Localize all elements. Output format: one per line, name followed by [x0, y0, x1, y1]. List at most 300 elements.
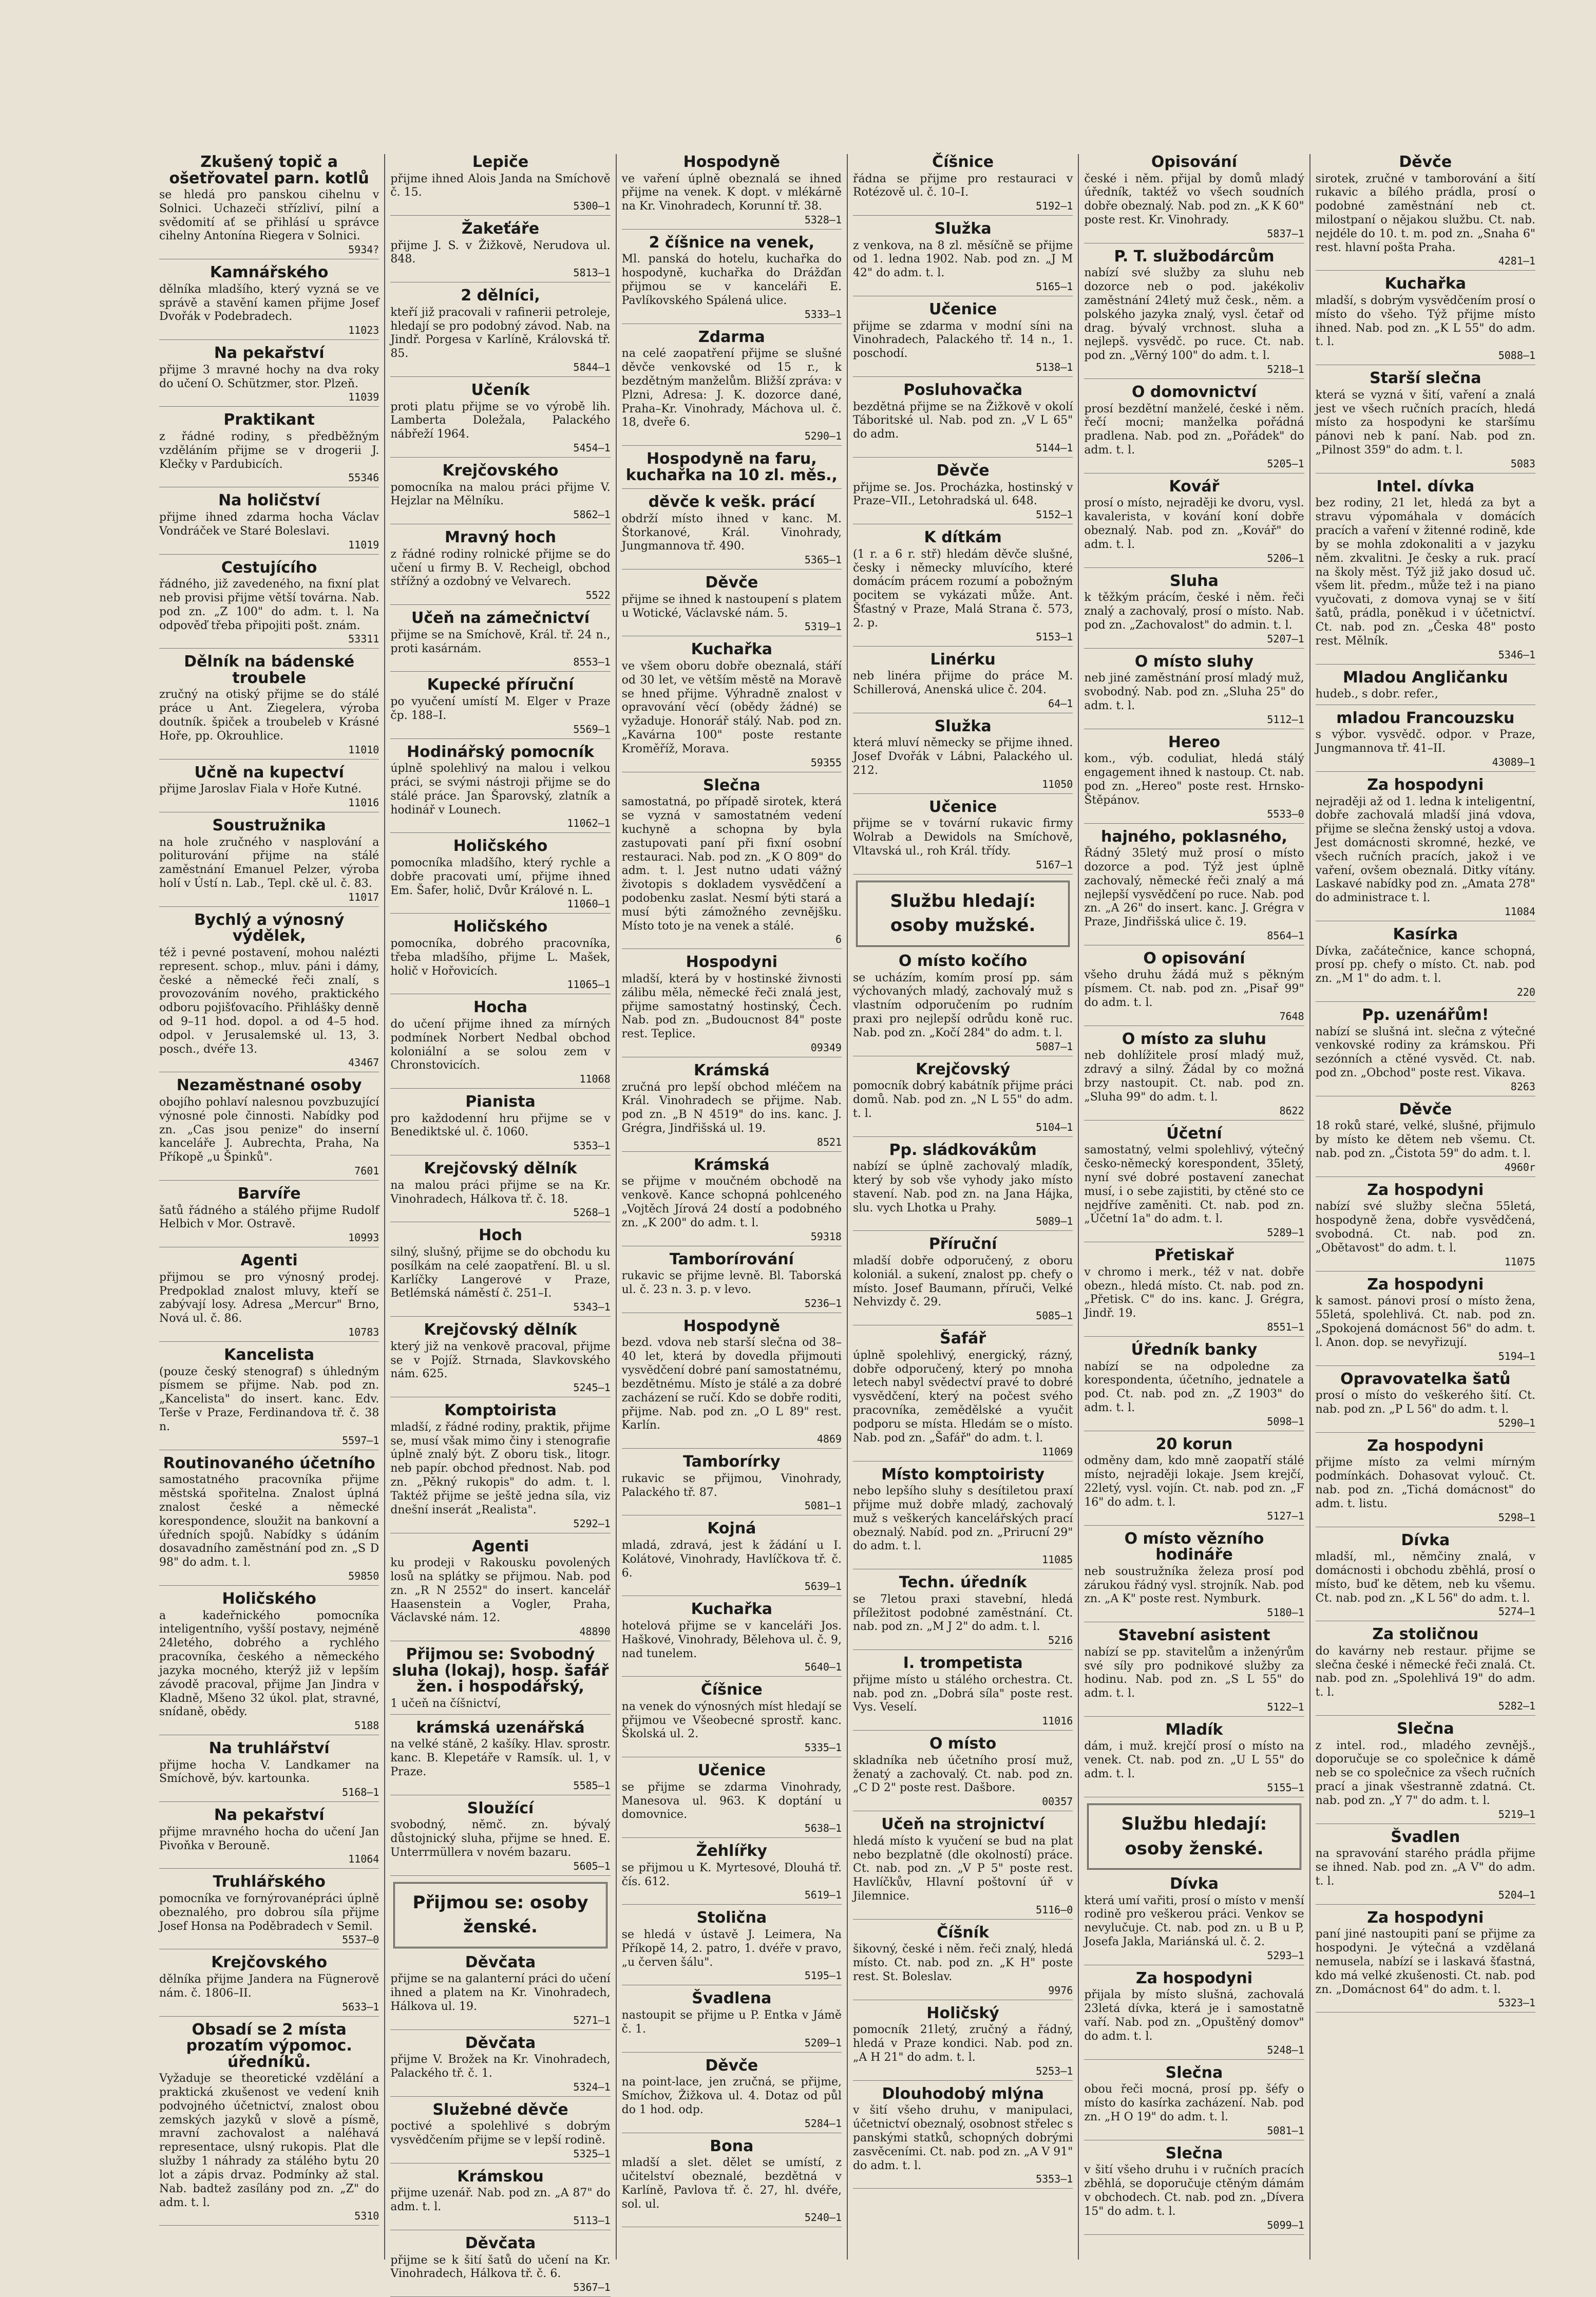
- ad-body: svobodný, němč. zn. bývalý důstojnický sluha, přijme se hned. E. Unterrmüllera v novém bazaru.: [390, 1818, 611, 1859]
- classified-ad: [1316, 1438, 1535, 1527]
- classified-ad: [622, 1990, 842, 2052]
- ad-title: Účetní: [1166, 1124, 1222, 1143]
- ad-code: 5271–1: [573, 2014, 611, 2026]
- classified-ad: [1316, 1007, 1535, 1096]
- classified-ad: [390, 838, 610, 914]
- ad-body: Dívka, začátečnice, kance schopná, prosí pp. chefy o místo. Ct. nab. pod zn. „M 1" do adm. t. l.: [1315, 944, 1535, 985]
- classified-ad: [159, 1591, 379, 1735]
- ad-body: který již na venkově pracoval, přijme se v Pojíž. Strnada, Slavkovského nám. 625.: [390, 1340, 611, 1381]
- ad-title: Slečna: [1165, 2063, 1223, 2082]
- ad-body: hledá místo k vyučení se bud na plat nebo bezplatně (dle okolností) práce. Ct. nab. pod zn. „V P 5" poste rest. Havlíčkův, Hlavní poštovní úř v Jilemnice.: [852, 1834, 1073, 1903]
- ad-title: Krejčovského: [442, 462, 559, 480]
- ad-title: Tamborírky: [683, 1453, 781, 1471]
- ad-title: Za stoličnou: [1372, 1625, 1479, 1644]
- ad-code: 7648: [1279, 1010, 1304, 1022]
- classified-ad: [1084, 1627, 1304, 1717]
- classified-ad: [622, 494, 842, 569]
- ad-title: Pp. sládkovákům: [889, 1141, 1037, 1159]
- classified-ad: [622, 1521, 842, 1596]
- classified-ad: [159, 1455, 379, 1586]
- ad-body: nabízí se pp. stavitelům a inženýrům své síly pro podnikové služby za hodinu. Nab. pod zn. „S L 55" do adm. t. l.: [1084, 1645, 1304, 1700]
- ad-title: Dívka: [1170, 1875, 1219, 1893]
- classified-ad: [1084, 829, 1304, 945]
- classified-ad: [1316, 670, 1535, 705]
- ad-body: prosí o místo do veškerého šití. Ct. nab. pod zn. „P L 56" do adm. t. l.: [1315, 1389, 1535, 1416]
- ad-body: přijme J. S. v Žižkově, Nerudova ul. 848.: [390, 239, 611, 266]
- ad-code: 5640–1: [804, 1661, 842, 1674]
- ad-body: přijme hocha V. Landkamer na Smíchově, býv. kartounka.: [159, 1758, 379, 1786]
- classified-ad: [622, 235, 842, 324]
- ad-code: 5165–1: [1036, 280, 1073, 293]
- ad-title: Praktikant: [223, 411, 315, 429]
- ad-code: 53311: [348, 633, 379, 646]
- classified-ad: [1084, 2146, 1304, 2235]
- classified-ad: [390, 1161, 610, 1222]
- ad-code: 11069: [1042, 1445, 1073, 1458]
- ad-body: Ml. panská do hotelu, kuchařka do hospodyně, kuchařka do Drážďan přijmou se v kanceláři E. Pavlíkovského Spálená ulice.: [621, 253, 842, 307]
- ad-code: 5290–1: [1498, 1416, 1535, 1429]
- classified-ad: [853, 1061, 1073, 1137]
- ad-body: obojího pohlaví nalesnou povzbuzující výnosné pole činnosti. Nabídky pod zn. „Cas jsou penize" do inserní kanceláře J. Aubrechta, Praha, Na Příkopě „u Špinků".: [159, 1095, 379, 1164]
- classified-ad: [159, 264, 379, 340]
- classified-ad: [853, 718, 1073, 794]
- ad-title: Hospodyně: [683, 153, 781, 171]
- ad-body: k samost. pánovi prosí o místo žena, 55letá, spolehlivá. Ct. nab. pod zn. „Spokojená domácnost 56" do adm. t. l. Anon. dop. se nevyřizují.: [1315, 1295, 1535, 1349]
- classified-ad: [159, 1077, 379, 1181]
- classified-ad: [853, 652, 1073, 713]
- ad-code: 11064: [348, 1853, 379, 1866]
- ad-title: Za hospodyni: [1135, 1969, 1252, 1987]
- ad-code: 5522: [585, 589, 611, 602]
- classified-ad: [622, 1682, 842, 1757]
- ad-code: 5268–1: [573, 1206, 611, 1219]
- ad-code: 5844–1: [573, 361, 611, 374]
- classified-ad: [390, 2102, 610, 2163]
- ad-body: přijala by místo slušná, zachovalá 23letá dívka, která je i samostatně vaří. Nab. pod zn. „Opuštěný domov" do adm. t. l.: [1084, 1988, 1304, 2043]
- classified-ad: [1316, 276, 1535, 365]
- ad-code: 5127–1: [1267, 1509, 1304, 1522]
- ad-body: přijmou se pro výnosný prodej. Predpoklad znalost mluvy, kteří se zabývají losy. Adresa „Mercur" Brno, Nová ul. č. 86.: [159, 1270, 379, 1325]
- ad-body: Vyžaduje se theoretické vzdělání a praktická zkušenost ve vedení knih podvojného účetnictví, znalost obou zemských jazyků v slově a písmě, mravní zachovalost a naléhavá representace, ulsný rukopis. Plat dle služby 1 náhrady za stálého bytu 20 lot a zápis drvaz. Podmínky až stal. Nab. badtež zasílány pod zn. „Z" do adm. t. l.: [159, 2072, 379, 2209]
- ad-code: 5085–1: [1036, 1309, 1073, 1322]
- ad-title: Kuchařka: [691, 1600, 773, 1619]
- classified-ad: [1084, 1436, 1304, 1526]
- ad-title: Číšnice: [700, 1681, 763, 1699]
- ad-body: z venkova, na 8 zl. měsíčně se přijme od 1. ledna 1902. Nab. pod zn. „J M 42" do adm. t. l.: [852, 239, 1073, 280]
- ad-title: Intel. dívka: [1376, 477, 1475, 496]
- classified-ad: [622, 1318, 842, 1449]
- ad-code: 5253–1: [1036, 2064, 1073, 2077]
- ad-body: se hledá v ústavě J. Leimera, Na Příkopě 14, 2. patro, 1. dvéře v pravo, „u červen šálu".: [621, 1928, 842, 1969]
- ad-body: proti platu přijme se vo výrobě lih. Lamberta Doležala, Palackého nábřeží 1964.: [390, 400, 611, 441]
- classified-columns: [154, 153, 1541, 2294]
- ad-body: a kadeřnického pomocníka inteligentního, vyšší postavy, nejméně 24letého, dobrého a rychlého pracovníka, českého a německého jazyka mocného, kterýž již v lepším závodě pracoval, přijme Jan Jindra v Kladně, Mšeno 32 úkol. plat, stravné, snídaně, obědy.: [159, 1609, 379, 1719]
- ad-code: 5292–1: [573, 1517, 611, 1530]
- ad-code: 5605–1: [573, 1859, 611, 1872]
- classified-ad: [390, 610, 610, 672]
- ad-code: 11017: [348, 890, 379, 903]
- classified-ad: [853, 1925, 1073, 2000]
- ad-title: Krámská: [694, 1155, 770, 1174]
- classified-ad: [1084, 384, 1304, 473]
- ad-code: 5138–1: [1036, 361, 1073, 374]
- ad-body: úplně spolehlivý na malou i velkou práci, se svými nástroji přijme se do stálé práce. Jan Šparovský, zlatník a hodinář v Lounech.: [390, 762, 611, 817]
- ad-body: obdrží místo ihned v kanc. M. Štorkanové, Král. Vinohrady, Jungmannova tř. 490.: [621, 512, 842, 553]
- ad-body: z řádné rodiny rolnické přijme se do učení u firmy B. V. Recheigl, obchod střížný a ozdobný ve Velvarech.: [390, 547, 611, 589]
- ad-body: řádna se přijme pro restauraci v Rotézově ul. č. 10–I.: [852, 172, 1073, 199]
- ad-title: Děvče: [705, 2056, 758, 2075]
- ad-title: Žehlířky: [696, 1842, 767, 1861]
- ad-title: Bona: [710, 2137, 754, 2155]
- ad-body: která mluví německy se přijme ihned. Josef Dvořák v Lábni, Palackého ul. 212.: [852, 736, 1073, 777]
- ad-title: Starší slečna: [1370, 369, 1481, 388]
- ad-title: Barvíře: [237, 1185, 301, 1203]
- ad-body: mladší a slet. dělet se umístí, z učitelství obeznalé, bezdětná v Karlíně, Pavlova tř. č. 27, hl. dvéře, sol. ul.: [621, 2156, 842, 2211]
- classified-ad: [390, 1539, 610, 1642]
- ad-body: bezdětná přijme se na Žižkově v okolí Táboritské ul. Nab. pod zn. „V L 65" do adm.: [852, 400, 1073, 441]
- ad-body: ku prodeji v Rakousku povolených losů na splátky se přijmou. Nab. pod zn. „R N 2552" do insert. kancelář Haasenstein a Vogler, Praha, Václavské nám. 12.: [390, 1556, 611, 1625]
- ad-code: 10993: [348, 1231, 379, 1244]
- classified-ad: [159, 1740, 379, 1802]
- ad-body: neb soustružníka železa prosí pod zárukou řádný vysl. strojník. Nab. pod zn. „A K" poste rest. Nymburk.: [1084, 1565, 1304, 1606]
- ad-code: 7601: [354, 1165, 379, 1178]
- ad-code: 8553–1: [573, 656, 611, 669]
- ad-title: Hoch: [479, 1226, 522, 1245]
- classified-ad: [390, 1402, 610, 1533]
- ad-body: pomocník dobrý kabátník přijme práci domů. Nab. pod zn. „N L 55" do adm. t. l.: [852, 1079, 1073, 1120]
- section-heading: Přijmou se: osoby ženské.: [393, 1882, 607, 1948]
- ad-title: hajného, poklasného,: [1101, 827, 1287, 846]
- ad-title: děvče k vešk. prácí: [648, 493, 815, 511]
- classified-ad: [1316, 926, 1535, 1002]
- ad-body: přijme se. Jos. Procházka, hostinský v Praze–VII., Letohradská ul. 648.: [852, 481, 1073, 508]
- ad-code: 5328–1: [804, 213, 842, 226]
- ad-title: Šafář: [940, 1330, 986, 1348]
- ad-title: Švadlena: [692, 1989, 772, 2008]
- ad-title: Služka: [934, 717, 992, 735]
- ad-code: 5289–1: [1267, 1226, 1304, 1239]
- classified-ad: [390, 382, 610, 458]
- ad-title: Tamborírování: [669, 1250, 794, 1268]
- classified-ad: [1084, 951, 1304, 1026]
- ad-title: Stolična: [696, 1909, 767, 1927]
- classified-ad: [853, 799, 1073, 875]
- classified-ad: [390, 2235, 610, 2297]
- ad-code: 11085: [1042, 1553, 1073, 1566]
- ad-body: neb dohlížitele prosí mladý muž, zdravý a silný. Žádal by co možná brzy nastoupit. Ct. nab. pod zn. „Sluha 99" do adm. t. l.: [1084, 1049, 1304, 1104]
- ad-body: přijme se v tovární rukavic firmy Wolrab a Dewidols na Smíchově, Vltavská ul., roh Král. třídy.: [852, 817, 1073, 858]
- classified-ad: [390, 1227, 610, 1317]
- ad-title: Holičského: [453, 918, 548, 936]
- ad-code: 9976: [1048, 1984, 1073, 1997]
- ad-title: Opravovatelka šatů: [1340, 1370, 1511, 1388]
- classified-ad: [622, 575, 842, 636]
- classified-ad: [390, 463, 610, 524]
- classified-ad: [853, 2005, 1073, 2081]
- ad-body: která se vyzná v šití, vaření a znalá jest ve všech ručních pracích, hledá místo za hospodyni ke staršímu pánovi neb k paní. Nab. pod zn. „Pilnost 359" do adm. t. l.: [1315, 388, 1535, 457]
- ad-code: 5144–1: [1036, 442, 1073, 454]
- classified-ad: [1084, 1031, 1304, 1121]
- ad-title: P. T. službodárcům: [1114, 247, 1275, 265]
- ad-body: mladší, s dobrým vysvědčením prosí o místo do všeho. Týž přijme místo ihned. Nab. pod zn. „K L 55" do adm. t. l.: [1315, 294, 1535, 349]
- ad-title: Číšnice: [932, 153, 994, 171]
- ad-title: O místo sluhy: [1134, 652, 1254, 671]
- ad-body: neb jiné zaměstnání prosí mladý muž, svobodný. Nab. pod zn. „Sluha 25" do adm. t. l.: [1084, 672, 1304, 712]
- ad-body: samostatného pracovníka přijme městská spořitelna. Znalost úplná znalost české a německé korespondence, sloužit na bankovní a úředních spojů. Nabídky s údáním dosavadního zaměstnání pod zn. „S D 98" do adm. t. l.: [159, 1473, 379, 1569]
- column: [617, 154, 848, 2260]
- ad-body: přijme se na Smíchově, Král. tř. 24 n., proti kasárnám.: [390, 628, 611, 655]
- ad-code: 5218–1: [1267, 363, 1304, 376]
- classified-ad: [853, 1236, 1073, 1325]
- ad-title: Za hospodyni: [1367, 1275, 1484, 1294]
- classified-ad: [390, 529, 610, 605]
- classified-ad: [159, 345, 379, 407]
- ad-title: Švadlen: [1391, 1828, 1460, 1846]
- ad-title: krámská uzenářská: [416, 1718, 585, 1737]
- ad-title: Dívka: [1401, 1531, 1450, 1549]
- ad-title: Přijmou se: Svobodný sluha (lokaj), hosp. šafář žen. i hospodářský,: [392, 1645, 609, 1696]
- ad-body: přijme 3 mravné hochy na dva roky do učení O. Schützmer, stor. Plzeň.: [159, 363, 379, 390]
- ad-body: skladníka neb účetního prosí muž, ženatý a zachovalý. Ct. nab. pod zn. „C D 2" poste rest. Dašbore.: [852, 1754, 1073, 1795]
- ad-title: Krejčovského: [211, 1953, 328, 1972]
- ad-code: 5104–1: [1036, 1121, 1073, 1133]
- classified-ad: [1316, 1829, 1535, 1905]
- classified-ad: [622, 1910, 842, 1985]
- ad-title: Hospodyni: [686, 953, 777, 972]
- ad-code: 5333–1: [804, 308, 842, 320]
- ad-code: 5638–1: [804, 1822, 842, 1835]
- ad-code: 220: [1516, 986, 1535, 999]
- ad-body: se 7letou praxi stavební, hledá příležitost podobné zaměstnání. Ct. nab. pod zn. „M J 2" do adm. t. l.: [852, 1592, 1073, 1634]
- ad-title: Hocha: [473, 998, 528, 1017]
- ad-code: 5325–1: [573, 2147, 611, 2160]
- ad-body: úplně spolehlivý, energický, rázný, dobře odporučený, který po mnoha letech nabyl svědectví pravé to dobré vysvědčení, který na počest svého pracovníka, zemědělské a vyučit podporu se místa. Hledám se o místo. Nab. pod zn. „Šafář" do adm. t. l.: [852, 1349, 1073, 1445]
- ad-code: 5282–1: [1498, 1700, 1535, 1713]
- ad-body: na celé zaopatření přijme se slušné děvče venkovské od 15 r., k bezdětným manželům. Bližší zpráva: v Plzni, Adresa: J. K. dozorce dané, Praha–Kr. Vinohrady, Máchova ul. č. 18, dveře 6.: [621, 347, 842, 429]
- ad-code: 11068: [579, 1073, 611, 1086]
- ad-code: 5236–1: [804, 1297, 842, 1309]
- ad-title: Holičského: [222, 1590, 316, 1608]
- ad-body: na hole zručného v nasplování a politurování přijme na stálé zaměstnání Emanuel Pelzer, výroba holí v Ústí n. Lab., Tepl. ckě ul. č. 83.: [159, 836, 379, 890]
- ad-title: Žakeťáře: [461, 220, 540, 238]
- classified-ad: [622, 154, 842, 230]
- ad-code: 5152–1: [1036, 508, 1073, 521]
- ad-code: 09349: [810, 1041, 842, 1054]
- section-heading: Službu hledají: osoby mužské.: [856, 881, 1070, 947]
- ad-body: na venek do výnosných míst hledají se přijmou ve Všeobecné sprostř. kanc. Školská ul. 2.: [621, 1700, 842, 1741]
- classified-ad: [853, 301, 1073, 377]
- ad-code: 11060–1: [567, 898, 611, 910]
- ad-title: Truhlářského: [213, 1873, 326, 1891]
- ad-body: nabízí se slušná int. slečna z výtečné venkovské rodiny za krámskou. Při sezónních a ctěné vysvěd. Ct. nab. pod zn. „Obchod" poste rest. Vikava.: [1315, 1025, 1535, 1080]
- ad-code: 5155–1: [1267, 1781, 1304, 1794]
- classified-ad: [853, 1736, 1073, 1811]
- ad-title: Učeník: [471, 381, 530, 400]
- ad-code: 5194–1: [1498, 1350, 1535, 1362]
- ad-body: sirotek, zručné v tamborování a šití rukavic a bílého prádla, prosí o podobné zaměstnání neb ct. milostpaní o nějakou službu. Ct. nab. nejdéle do 10. t. m. pod zn. „Snaha 6" rest. hlavní pošta Praha.: [1315, 172, 1535, 254]
- ad-title: Cestujícího: [221, 558, 317, 577]
- ad-title: Sloužící: [467, 1799, 534, 1817]
- ad-code: 5335–1: [804, 1741, 842, 1754]
- ad-code: 5209–1: [804, 2036, 842, 2049]
- classified-ad: [622, 451, 842, 489]
- ad-title: Na truhlářství: [208, 1739, 330, 1758]
- ad-body: (1 r. a 6 r. stř) hledám děvče slušné, česky i německy mluvícího, které domácím prácem rozumí a pobožným pocitem se vykázati může. Ant. Šťastný v Praze, Malá Strana č. 573, 2. p.: [852, 547, 1073, 630]
- classified-ad: [390, 1322, 610, 1397]
- classified-ad: [1316, 1277, 1535, 1366]
- ad-code: 5113–1: [573, 2214, 611, 2227]
- classified-ad: [622, 1251, 842, 1313]
- ad-code: 5367–1: [573, 2281, 611, 2294]
- ad-title: Učně na kupectví: [194, 763, 344, 782]
- ad-code: 5188: [354, 1719, 379, 1732]
- ad-body: bezd. vdova neb starší slečna od 38–40 let, která by dovedla přijmouti vysvědčení dobré paní samostatnému, bezdětnému. Místo je stálé a za dobré zacházení se ručí. Kdo se dobře roditi, přijme. Nab. pod zn. „O L 89" rest. Karlín.: [621, 1336, 842, 1432]
- ad-code: 5353–1: [1036, 2173, 1073, 2186]
- ad-code: 43467: [348, 1056, 379, 1069]
- ad-body: nejraději až od 1. ledna k inteligentní, dobře zachovalá mladší jiná vdova, přijme se slečna ženský ustoj a vdova. Jest domácnosti skromné, hezké, ve všech ručních pracích, jakož i ve vaření, ovšem obeznalá. Ditky vítány. Laskavé nabídky pod zn. „Amata 278" do administrace t. l.: [1315, 795, 1535, 905]
- classified-ad: [622, 2058, 842, 2133]
- ad-body: pomocníka mladšího, který rychle a dobře pracovati umí, přijme ihned Em. Šafer, holič, Dvůr Králové n. L.: [390, 856, 611, 897]
- ad-body: prosí bezdětní manželé, české i něm. řečí mocni; manželka pořádná pradlena. Nab. pod zn. „Pořádek" do adm. t. l.: [1084, 402, 1304, 457]
- ad-body: kteří již pracovali v rafinerii petroleje, hledají se pro podobný závod. Nab. na Jindř. Porgesa v Karlíně, Královská tř. 85.: [390, 306, 611, 360]
- ad-body: přijme se k šití šatů do učení na Kr. Vinohradech, Hálkova tř. č. 6.: [390, 2253, 611, 2281]
- classified-ad: [1084, 154, 1304, 243]
- ad-code: 5205–1: [1267, 457, 1304, 470]
- ad-title: O místo: [929, 1735, 997, 1753]
- ad-code: 64–1: [1048, 697, 1073, 710]
- classified-ad: [159, 560, 379, 649]
- ad-title: Kuchařka: [691, 640, 773, 659]
- ad-body: neb linéra přijme do práce M. Schillerová, Anenská ulice č. 204.: [852, 670, 1073, 697]
- classified-ad: [1316, 710, 1535, 772]
- ad-body: k těžkým prácím, české i něm. řeči znalý a zachovalý, prosí o místo. Nab. pod zn. „Zachovalost" do admin. t. l.: [1084, 591, 1304, 632]
- classified-ad: [1084, 249, 1304, 379]
- ad-title: 2 číšnice na venek,: [649, 233, 815, 252]
- column: [1310, 154, 1541, 2260]
- ad-body: pomocník 21letý, zručný a řádný, hledá v Praze kondici. Nab. pod zn. „A H 21" do adm. t. l.: [852, 2023, 1073, 2064]
- ad-body: mladá, zdravá, jest k žádání u I. Kolátové, Vinohrady, Havlíčkova tř. č. 6.: [621, 1539, 842, 1580]
- ad-body: nabízí své služby za sluhu neb dozorce neb o pod. jakékoliv zaměstnání 24letý muž česk., něm. a polského jazyka znalý, vysl. četař od drag. bývalý vrchnost. sluha a nejlepš. vysvědč. po ruce. Ct. nab. pod zn. „Věrný 100" do adm. t. l.: [1084, 267, 1304, 363]
- ad-body: s výbor. vysvědč. odpor. v Praze, Jungmannova tř. 41–II.: [1315, 728, 1535, 755]
- ad-code: 4869: [816, 1433, 842, 1446]
- ad-body: nabízí své služby slečna 55letá, hospodyně žena, dobře vysvědčená, svobodná. Ct. nab. pod zn. „Obětavost" do adm. t. l.: [1315, 1200, 1535, 1255]
- ad-title: Děvče: [1399, 153, 1452, 171]
- classified-ad: [390, 2169, 610, 2230]
- ad-code: 5353–1: [573, 1140, 611, 1152]
- ad-body: pro každodenní hru přijme se v Benediktské ul. č. 1060.: [390, 1112, 611, 1139]
- classified-ad: [390, 288, 610, 377]
- classified-ad: [1084, 573, 1304, 649]
- classified-ad: [1084, 1531, 1304, 1622]
- ad-body: pomocníka, dobrého pracovníka, třeba mladšího, přijme L. Mašek, holič v Hořovicích.: [390, 937, 611, 978]
- ad-code: 48890: [579, 1625, 611, 1638]
- ad-code: 5585–1: [573, 1779, 611, 1792]
- ad-title: Zkušený topič a ošetřovatel parn. kotlů: [169, 153, 369, 187]
- ad-code: 5192–1: [1036, 200, 1073, 213]
- ad-body: nastoupit se přijme u P. Entka v Jámě č. 1.: [621, 2008, 842, 2036]
- ad-title: Opisování: [1151, 153, 1238, 171]
- ad-code: 5324–1: [573, 2080, 611, 2093]
- ad-body: odměny dam, kdo mně zaopatří stálé místo, nejraději lokaje. Jsem krejčí, 22letý, vysl. vojín. Ct. nab. pod zn. „F 16" do adm. t. l.: [1084, 1454, 1304, 1509]
- ad-title: Obsadí se 2 místa prozatím výpomoc. úředníků.: [186, 2020, 352, 2071]
- ad-title: O opisování: [1143, 949, 1245, 967]
- classified-ad: [622, 1157, 842, 1246]
- classified-ad: [159, 818, 379, 907]
- ad-body: rukavic se přijmou, Vinohrady, Palackého tř. 87.: [621, 1472, 842, 1499]
- ad-code: 5087–1: [1036, 1040, 1073, 1053]
- ad-title: Dělník na bádenské troubele: [184, 653, 355, 687]
- ad-title: Číšník: [937, 1923, 990, 1942]
- ad-body: poctivé a spolehlivé s dobrým vysvědčením přijme se v lepší rodině.: [390, 2120, 611, 2147]
- section-heading: Službu hledají: osoby ženské.: [1087, 1804, 1301, 1870]
- ad-code: 4281–1: [1498, 255, 1535, 268]
- ad-code: 5195–1: [804, 1969, 842, 1982]
- ad-body: z řádné rodiny, s předběžným vzděláním přijme se v drogerii J. Klečky v Pardubicích.: [159, 430, 379, 471]
- column: [848, 154, 1079, 2260]
- ad-title: Sluha: [1170, 572, 1219, 590]
- ad-title: Krejčovský dělník: [424, 1321, 577, 1339]
- ad-body: v chromo i merk., též v nat. dobře obezn., hledá místo. Ct. nab. pod zn. „Přetisk. C" do ins. kanc. J. Grégra, Jindř. 19.: [1084, 1265, 1304, 1320]
- ad-body: přijme V. Brožek na Kr. Vinohradech, Palackého tř. č. 1.: [390, 2053, 611, 2080]
- ad-code: 5168–1: [342, 1786, 379, 1799]
- ad-code: 11023: [348, 324, 379, 337]
- ad-body: se ucházím, komím prosí pp. sám výchovaných mladý, zachovalý muž s vlastním odporučením po rudním praxi pro nejlepší odrůdu koně ruc. Nab. pod zn. „Kočí 284" do adm. t. l.: [852, 971, 1073, 1039]
- ad-body: (pouze český stenograf) s úhledným písmem se přijme. Nab. pod zn. „Kancelista" do insert. kanc. Edv. Terše v Praze, Ferdinandova tř. č. 38 n.: [159, 1365, 379, 1433]
- ad-body: nabízí se na odpoledne za korespondenta, účetního, jednatele a pod. Ct. nab. pod zn. „Z 1903" do adm. t. l.: [1084, 1360, 1304, 1415]
- ad-body: dělníka mladšího, který vyzná se ve správě a stavění kamen přijme Josef Dvořák v Podebradech.: [159, 282, 379, 324]
- ad-body: na point-lace, jen zručná, se přijme, Smíchov, Žižkova ul. 4. Dotaz od půl do 1 hod. odp.: [621, 2076, 842, 2116]
- classified-ad: [390, 221, 610, 282]
- classified-ad: [159, 765, 379, 812]
- ad-title: Na pekařství: [214, 1806, 325, 1825]
- ad-code: 11016: [348, 796, 379, 809]
- classified-ad: [390, 1800, 610, 1876]
- ad-title: Přetiskař: [1154, 1246, 1234, 1265]
- classified-ad: [1316, 1371, 1535, 1433]
- classified-ad: [1084, 479, 1304, 568]
- ad-body: přijme se ihned k nastoupení s platem u Wotické, Václavské nám. 5.: [621, 593, 842, 620]
- classified-ad: [1084, 1722, 1304, 1797]
- classified-ad: [853, 1574, 1073, 1650]
- classified-ad: [1316, 479, 1535, 665]
- classified-ad: [1316, 1721, 1535, 1824]
- ad-code: 5597–1: [342, 1434, 379, 1447]
- ad-title: I. trompetista: [903, 1654, 1023, 1673]
- ad-title: Kupecké příruční: [427, 676, 574, 694]
- ad-title: O místo vězního hodináře: [1124, 1529, 1264, 1564]
- ad-title: Děvče: [705, 574, 758, 592]
- classified-ad: [1084, 1126, 1304, 1242]
- ad-title: Kuchařka: [1384, 275, 1467, 293]
- ad-code: 5167–1: [1036, 858, 1073, 871]
- classified-ad: [159, 654, 379, 759]
- ad-title: Kovář: [1169, 477, 1220, 496]
- classified-ad: [1316, 154, 1535, 271]
- ad-title: Zdarma: [698, 328, 765, 346]
- ad-title: Učenice: [929, 300, 997, 319]
- ad-title: Lepiče: [472, 153, 529, 171]
- ad-body: rukavic se přijme levně. Bl. Taborská ul. č. 23 n. 3. p. v levo.: [621, 1269, 842, 1297]
- ad-title: Nezaměstnané osoby: [176, 1076, 362, 1095]
- ad-body: ve vaření úplně obeznalá se ihned přijme na venek. K dopt. v mlékárně na Kr. Vinohradech, Korunní tř. 38.: [621, 172, 842, 213]
- classified-ad: [1084, 734, 1304, 824]
- ad-body: se hledá pro panskou cihelnu v Solnici. Uchazeči střízliví, pilní a svědomití ať se přihlásí u správce cihelny Antonína Riegera v Solnici.: [159, 188, 379, 243]
- ad-body: 1 učeň na číšnictví,: [390, 1697, 501, 1710]
- ad-body: 18 roků staré, velké, slušné, přijmulo by místo ke dětem neb všemu. Ct. nab. pod zn. „Čistota 59" do adm. t. l.: [1315, 1119, 1535, 1161]
- ad-title: Služebné děvče: [432, 2100, 568, 2119]
- classified-ad: [1316, 1910, 1535, 2013]
- ad-title: Agenti: [471, 1537, 529, 1555]
